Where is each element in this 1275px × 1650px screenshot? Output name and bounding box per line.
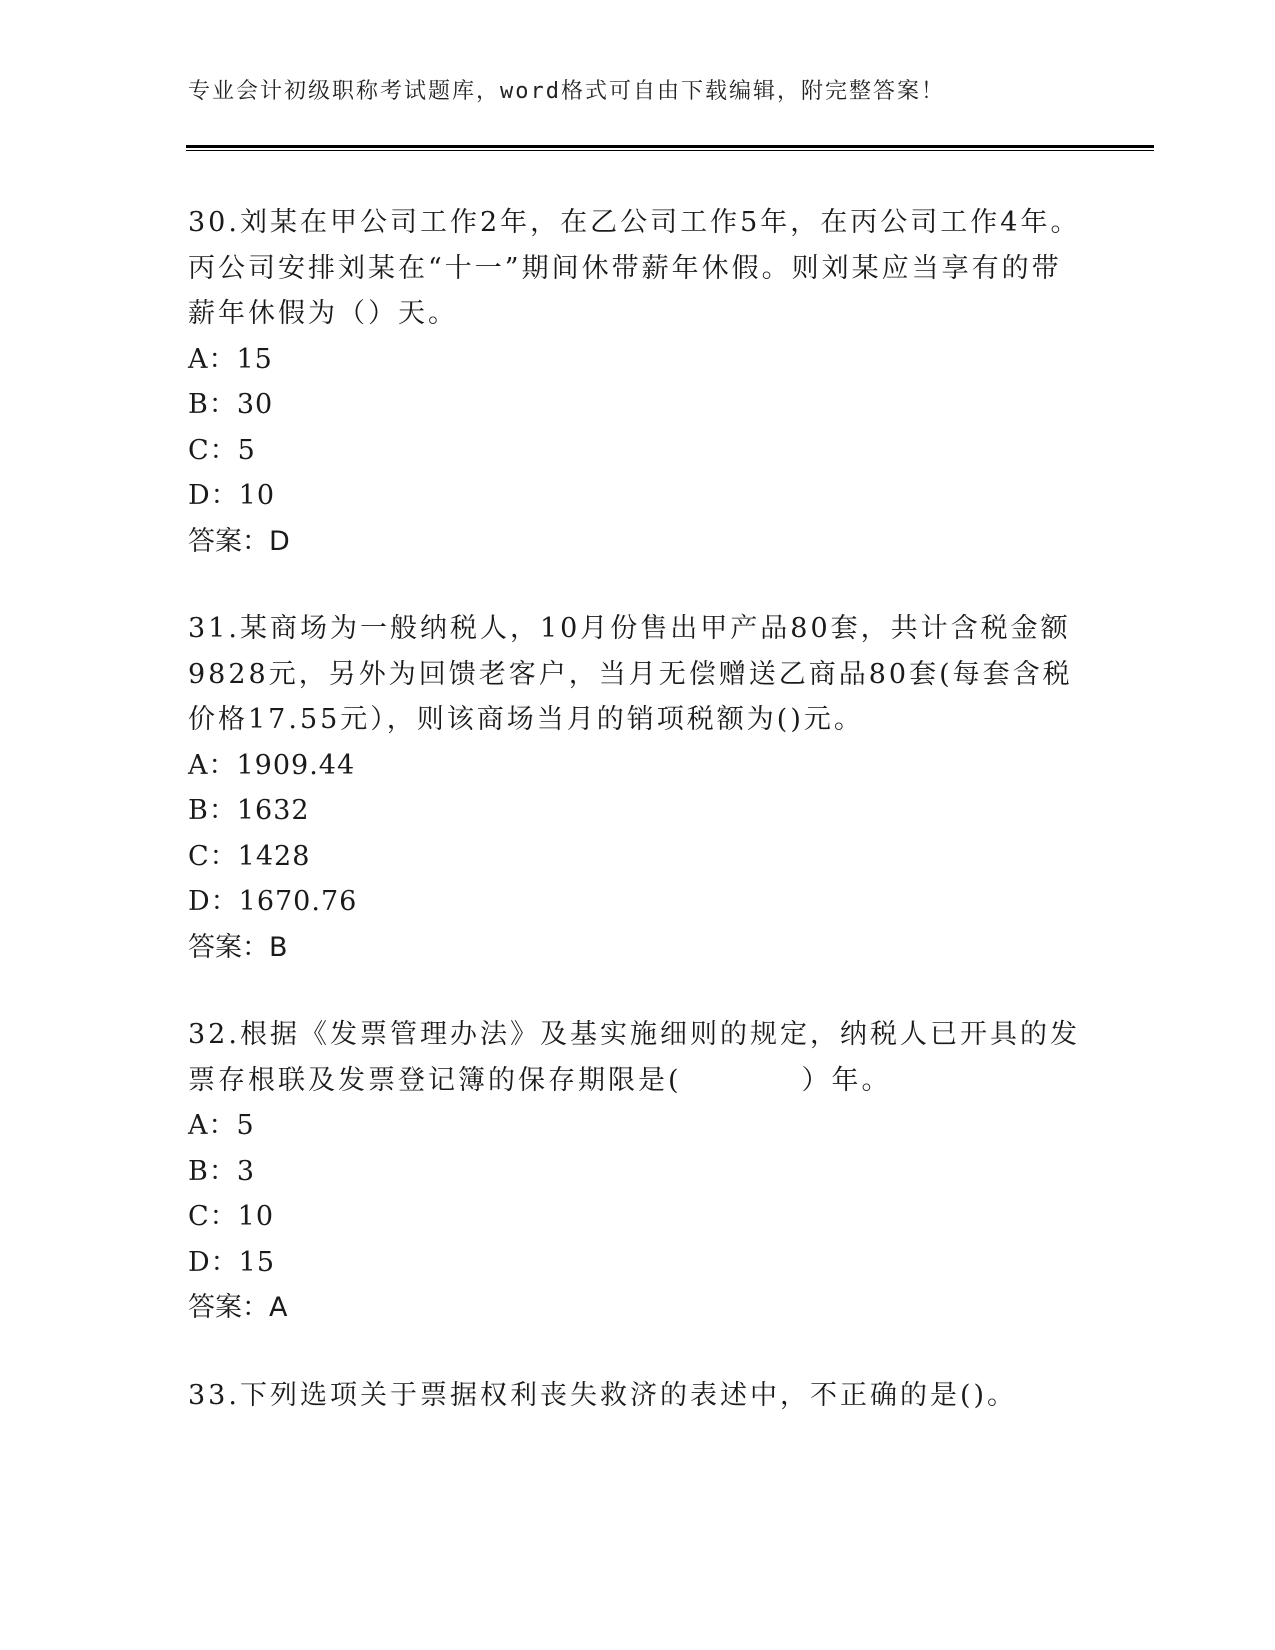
option-b: B：30 — [188, 389, 274, 420]
option-c: C：1428 — [188, 840, 311, 872]
option-d: D：15 — [188, 1246, 276, 1278]
answer-label: 答案：D — [188, 525, 290, 557]
question-stem: 33.下列选项关于票据权利丧失救济的表述中，不正确的是()。 — [188, 1379, 1018, 1411]
question-30 — [188, 200, 1088, 564]
option-a: A：1909.44 — [188, 749, 356, 781]
header-divider-thin — [186, 150, 1154, 151]
option-b: B：3 — [188, 1155, 256, 1187]
option-c: C：5 — [188, 434, 256, 466]
page-header: 专业会计初级职称考试题库，word格式可自由下载编辑，附完整答案！ — [188, 79, 945, 104]
question-33 — [188, 1373, 1088, 1419]
header-divider-thick — [186, 145, 1154, 148]
question-stem: 32.根据《发票管理办法》及基实施细则的规定，纳税人已开具的发票存根联及发票登记簿的保存期限是( ）年。 — [188, 1019, 1080, 1096]
option-b: B：1632 — [188, 795, 310, 826]
option-a: A：5 — [188, 1110, 255, 1141]
answer-label: 答案：B — [188, 931, 288, 963]
option-a: A：15 — [188, 343, 273, 375]
question-stem: 30.刘某在甲公司工作2年，在乙公司工作5年，在丙公司工作4年。丙公司安排刘某在“十一”期间休带薪年休假。则刘某应当享有的带薪年休假为（）天。 — [188, 207, 1081, 329]
option-d: D：1670.76 — [188, 886, 358, 917]
option-c: C：10 — [188, 1201, 275, 1232]
answer-label: 答案：A — [188, 1292, 288, 1323]
question-list — [188, 200, 1088, 1460]
question-32 — [188, 1012, 1088, 1331]
question-stem: 31.某商场为一般纳税人，10月份售出甲产品80套，共计含税金额9828元，另外为回馈老客户，当月无偿赠送乙商品80套(每套含税价格17.55元），则该商场当月的销项税额为()元。 — [188, 613, 1073, 735]
question-31 — [188, 606, 1088, 970]
option-d: D：10 — [188, 480, 276, 511]
